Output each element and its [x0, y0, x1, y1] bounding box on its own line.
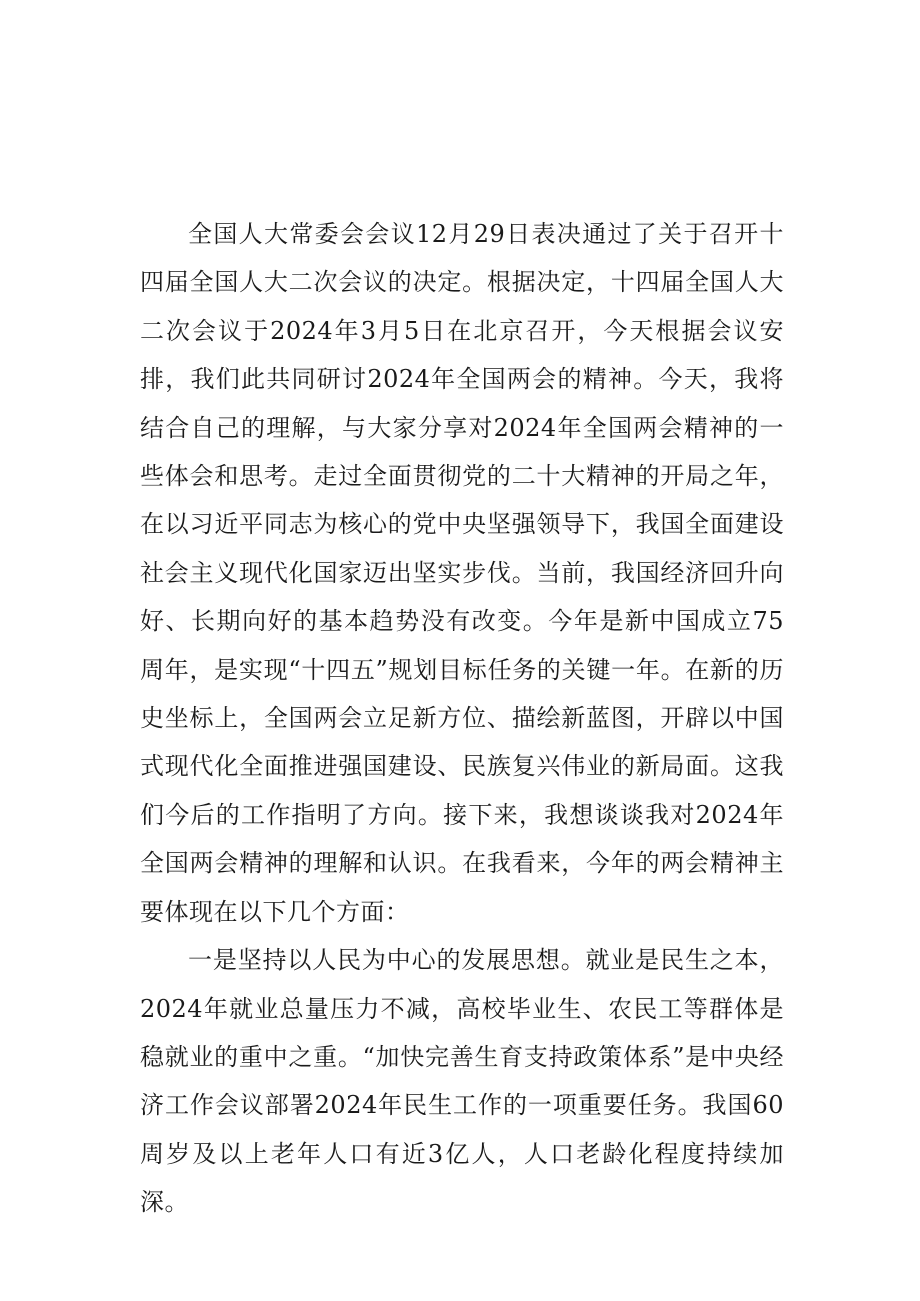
paragraph-intro: 全国人大常委会会议12月29日表决通过了关于召开十四届全国人大二次会议的决定。根据决定，十四届全国人大二次会议于2024年3月5日在北京召开，今天根据会议安排，我们此共同研讨2024年全国两会的精神。今天，我将结合自己的理解，与大家分享对2024年全国两会精神的一些体会和思考。走过全面贯彻党的二十大精神的开局之年，在以习近平同志为核心的党中央坚强领导下，我国全面建设社会主义现代化国家迈出坚实步伐。当前，我国经济回升向好、长期向好的基本趋势没有改变。今年是新中国成立75周年，是实现“十四五”规划目标任务的关键一年。在新的历史坐标上，全国两会立足新方位、描绘新蓝图，开辟以中国式现代化全面推进强国建设、民族复兴伟业的新局面。这我们今后的工作指明了方向。接下来，我想谈谈我对2024年全国两会精神的理解和认识。在我看来，今年的两会精神主要体现在以下几个方面：	[140, 220, 784, 926]
document-body	[140, 210, 784, 1227]
paragraph-point-one: 一是坚持以人民为中心的发展思想。就业是民生之本，2024年就业总量压力不减，高校毕业生、农民工等群体是稳就业的重中之重。“加快完善生育支持政策体系”是中央经济工作会议部署2024年民生工作的一项重要任务。我国60周岁及以上老年人口有近3亿人，人口老龄化程度持续加深。	[140, 946, 784, 1217]
